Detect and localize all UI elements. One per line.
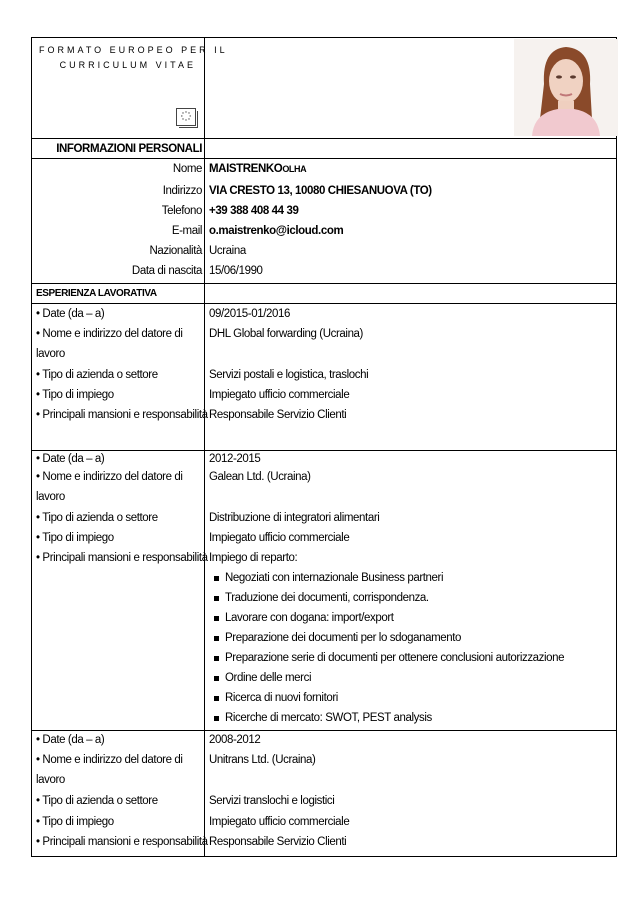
- job3-label-sector: • Tipo di azienda o settore: [36, 795, 158, 807]
- eu-flag-icon: [176, 108, 196, 126]
- profile-photo: [514, 39, 618, 136]
- job3-sector: Servizi translochi e logistici: [209, 795, 335, 807]
- section-title-experience: ESPERIENZA LAVORATIVA: [36, 288, 157, 299]
- job1-sector: Servizi postali e logistica, traslochi: [209, 369, 369, 381]
- cv-document: [31, 37, 617, 857]
- job2-label-dates: • Date (da – a): [36, 453, 105, 465]
- label-address: Indirizzo: [162, 185, 202, 197]
- value-email: o.maistrenko@icloud.com: [209, 225, 344, 237]
- format-title-line2: [60, 58, 196, 72]
- job2-duty-item: Negoziati con internazionale Business partneri: [225, 572, 444, 584]
- job3-label-jobtype: • Tipo di impiego: [36, 816, 114, 828]
- job1-employer: DHL Global forwarding (Ucraina): [209, 328, 363, 340]
- job1-dates: 09/2015-01/2016: [209, 308, 290, 320]
- job2-label-sector: • Tipo di azienda o settore: [36, 512, 158, 524]
- square-bullet-icon: [214, 636, 219, 641]
- job1-jobtype: Impiegato ufficio commerciale: [209, 389, 350, 401]
- column-divider: [204, 38, 205, 856]
- label-phone: Telefono: [161, 205, 202, 217]
- job2-duty-item: Traduzione dei documenti, corrispondenza.: [225, 592, 429, 604]
- square-bullet-icon: [214, 616, 219, 621]
- square-bullet-icon: [214, 576, 219, 581]
- job1-label-duties: • Principali mansioni e responsabilità: [36, 409, 208, 421]
- square-bullet-icon: [214, 716, 219, 721]
- job2-employer: Galean Ltd. (Ucraina): [209, 471, 311, 483]
- value-nationality: Ucraina: [209, 245, 246, 257]
- job2-label-duties: • Principali mansioni e responsabilità: [36, 552, 208, 564]
- label-birthdate: Data di nascita: [131, 265, 202, 277]
- row-divider: [32, 730, 616, 731]
- square-bullet-icon: [214, 676, 219, 681]
- job1-label-employer-cont: lavoro: [36, 348, 65, 360]
- job2-duty-item: Preparazione serie di documenti per ottenere conclusioni autorizzazione: [225, 652, 565, 664]
- job2-jobtype: Impiegato ufficio commerciale: [209, 532, 350, 544]
- label-nationality: Nazionalità: [149, 245, 202, 257]
- label-email: E-mail: [171, 225, 202, 237]
- job1-label-sector: • Tipo di azienda o settore: [36, 369, 158, 381]
- row-divider: [32, 450, 616, 451]
- label-name: Nome: [172, 163, 202, 175]
- job3-label-dates: • Date (da – a): [36, 734, 105, 746]
- job2-label-jobtype: • Tipo di impiego: [36, 532, 114, 544]
- job2-duty-item: Preparazione dei documenti per lo sdoganamento: [225, 632, 462, 644]
- job2-label-employer-cont: lavoro: [36, 491, 65, 503]
- job2-label-employer: • Nome e indirizzo del datore di: [36, 471, 183, 483]
- format-title-line1: [39, 43, 228, 57]
- format-subtitle-text: CURRICULUM VITAE: [59, 60, 196, 70]
- row-divider: [32, 138, 616, 139]
- row-divider: [32, 303, 616, 304]
- job1-label-employer: • Nome e indirizzo del datore di: [36, 328, 183, 340]
- surname: MAISTRENKO: [209, 163, 283, 175]
- job1-label-dates: • Date (da – a): [36, 308, 105, 320]
- section-title-personal: INFORMAZIONI PERSONALI: [56, 143, 202, 155]
- value-address: VIA CRESTO 13, 10080 CHIESANUOVA (TO): [209, 185, 432, 197]
- job2-duty-item: Ordine delle merci: [225, 672, 312, 684]
- job2-duty-item: Ricerche di mercato: SWOT, PEST analysis: [225, 712, 432, 724]
- job1-duties: Responsabile Servizio Clienti: [209, 409, 347, 421]
- job3-label-employer: • Nome e indirizzo del datore di: [36, 754, 183, 766]
- job3-dates: 2008-2012: [209, 734, 261, 746]
- row-divider: [32, 158, 616, 159]
- value-name: [209, 162, 306, 176]
- row-divider: [32, 283, 616, 284]
- job1-label-jobtype: • Tipo di impiego: [36, 389, 114, 401]
- job3-label-duties: • Principali mansioni e responsabilità: [36, 836, 208, 848]
- format-title-text: FORMATO EUROPEO PER IL: [39, 45, 228, 55]
- job2-duties: Impiego di reparto:: [209, 552, 298, 564]
- square-bullet-icon: [214, 596, 219, 601]
- square-bullet-icon: [214, 656, 219, 661]
- job3-employer: Unitrans Ltd. (Ucraina): [209, 754, 316, 766]
- firstname: OLHA: [282, 164, 307, 174]
- value-birthdate: 15/06/1990: [209, 265, 263, 277]
- job3-duties: Responsabile Servizio Clienti: [209, 836, 347, 848]
- value-phone: +39 388 408 44 39: [209, 205, 299, 217]
- job2-dates: 2012-2015: [209, 453, 261, 465]
- square-bullet-icon: [214, 696, 219, 701]
- job2-sector: Distribuzione di integratori alimentari: [209, 512, 380, 524]
- job2-duty-item: Lavorare con dogana: import/export: [225, 612, 394, 624]
- job3-jobtype: Impiegato ufficio commerciale: [209, 816, 350, 828]
- job3-label-employer-cont: lavoro: [36, 774, 65, 786]
- job2-duty-item: Ricerca di nuovi fornitori: [225, 692, 338, 704]
